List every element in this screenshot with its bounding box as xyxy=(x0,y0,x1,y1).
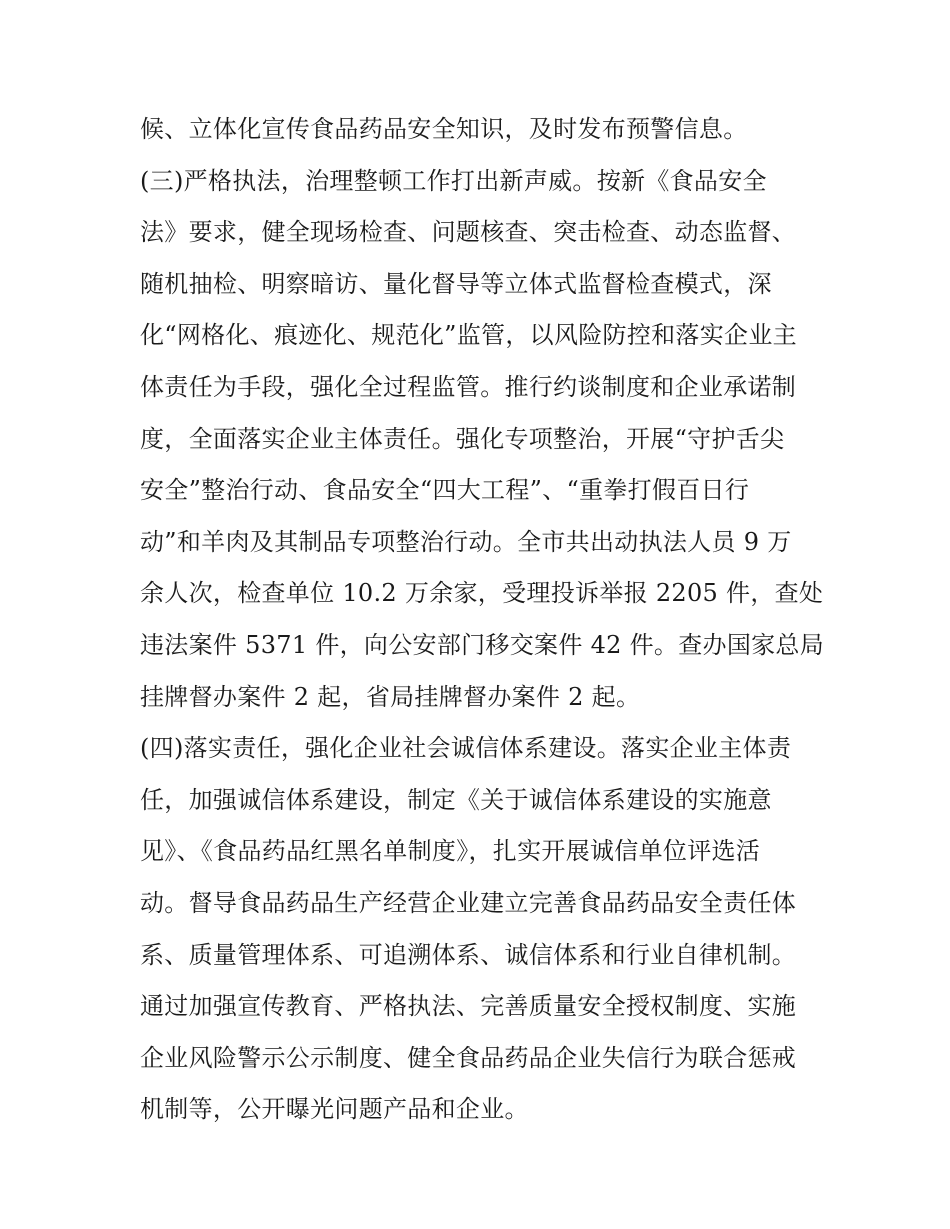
text-line: 动”和羊肉及其制品专项整治行动。全市共出动执法人员 9 万 xyxy=(140,527,792,556)
text-line: 机制等，公开曝光问题产品和企业。 xyxy=(140,1095,529,1124)
section-heading-line: (三)严格执法，治理整顿工作打出新声威。按新《食品安全 xyxy=(140,166,767,195)
text-line: 见》、《食品药品红黑名单制度》，扎实开展诚信单位评选活 xyxy=(140,837,761,866)
text-line: 度，全面落实企业主体责任。强化专项整治，开展“守护舌尖 xyxy=(140,424,785,453)
text-line: 动。督导食品药品生产经营企业建立完善食品药品安全责任体 xyxy=(140,888,797,917)
text-line: 化“网格化、痕迹化、规范化”监管，以风险防控和落实企业主 xyxy=(140,321,797,350)
text-line: 企业风险警示公示制度、健全食品药品企业失信行为联合惩戒 xyxy=(140,1043,797,1072)
text-line: 安全”整治行动、食品安全“四大工程”、“重拳打假百日行 xyxy=(140,476,750,505)
text-line: 挂牌督办案件 2 起，省局挂牌督办案件 2 起。 xyxy=(140,682,641,711)
text-line: 法》要求，健全现场检查、问题核查、突击检查、动态监督、 xyxy=(140,218,797,247)
text-line: 候、立体化宣传食品药品安全知识，及时发布预警信息。 xyxy=(140,115,748,143)
text-line: 违法案件 5371 件，向公安部门移交案件 42 件。查办国家总局 xyxy=(140,630,825,659)
text-line: 任，加强诚信体系建设，制定《关于诚信体系建设的实施意 xyxy=(140,785,772,814)
section-heading-line: (四)落实责任，强化企业社会诚信体系建设。落实企业主体责 xyxy=(140,734,792,763)
body-text xyxy=(140,104,830,1136)
text-line: 通过加强宣传教育、严格执法、完善质量安全授权制度、实施 xyxy=(140,992,797,1021)
text-line: 体责任为手段，强化全过程监管。推行约谈制度和企业承诺制 xyxy=(140,372,797,401)
text-line: 系、质量管理体系、可追溯体系、诚信体系和行业自律机制。 xyxy=(140,940,797,969)
text-line: 随机抽检、明察暗访、量化督导等立体式监督检查模式，深 xyxy=(140,269,772,298)
text-line: 余人次，检查单位 10.2 万余家，受理投诉举报 2205 件，查处 xyxy=(140,579,824,608)
